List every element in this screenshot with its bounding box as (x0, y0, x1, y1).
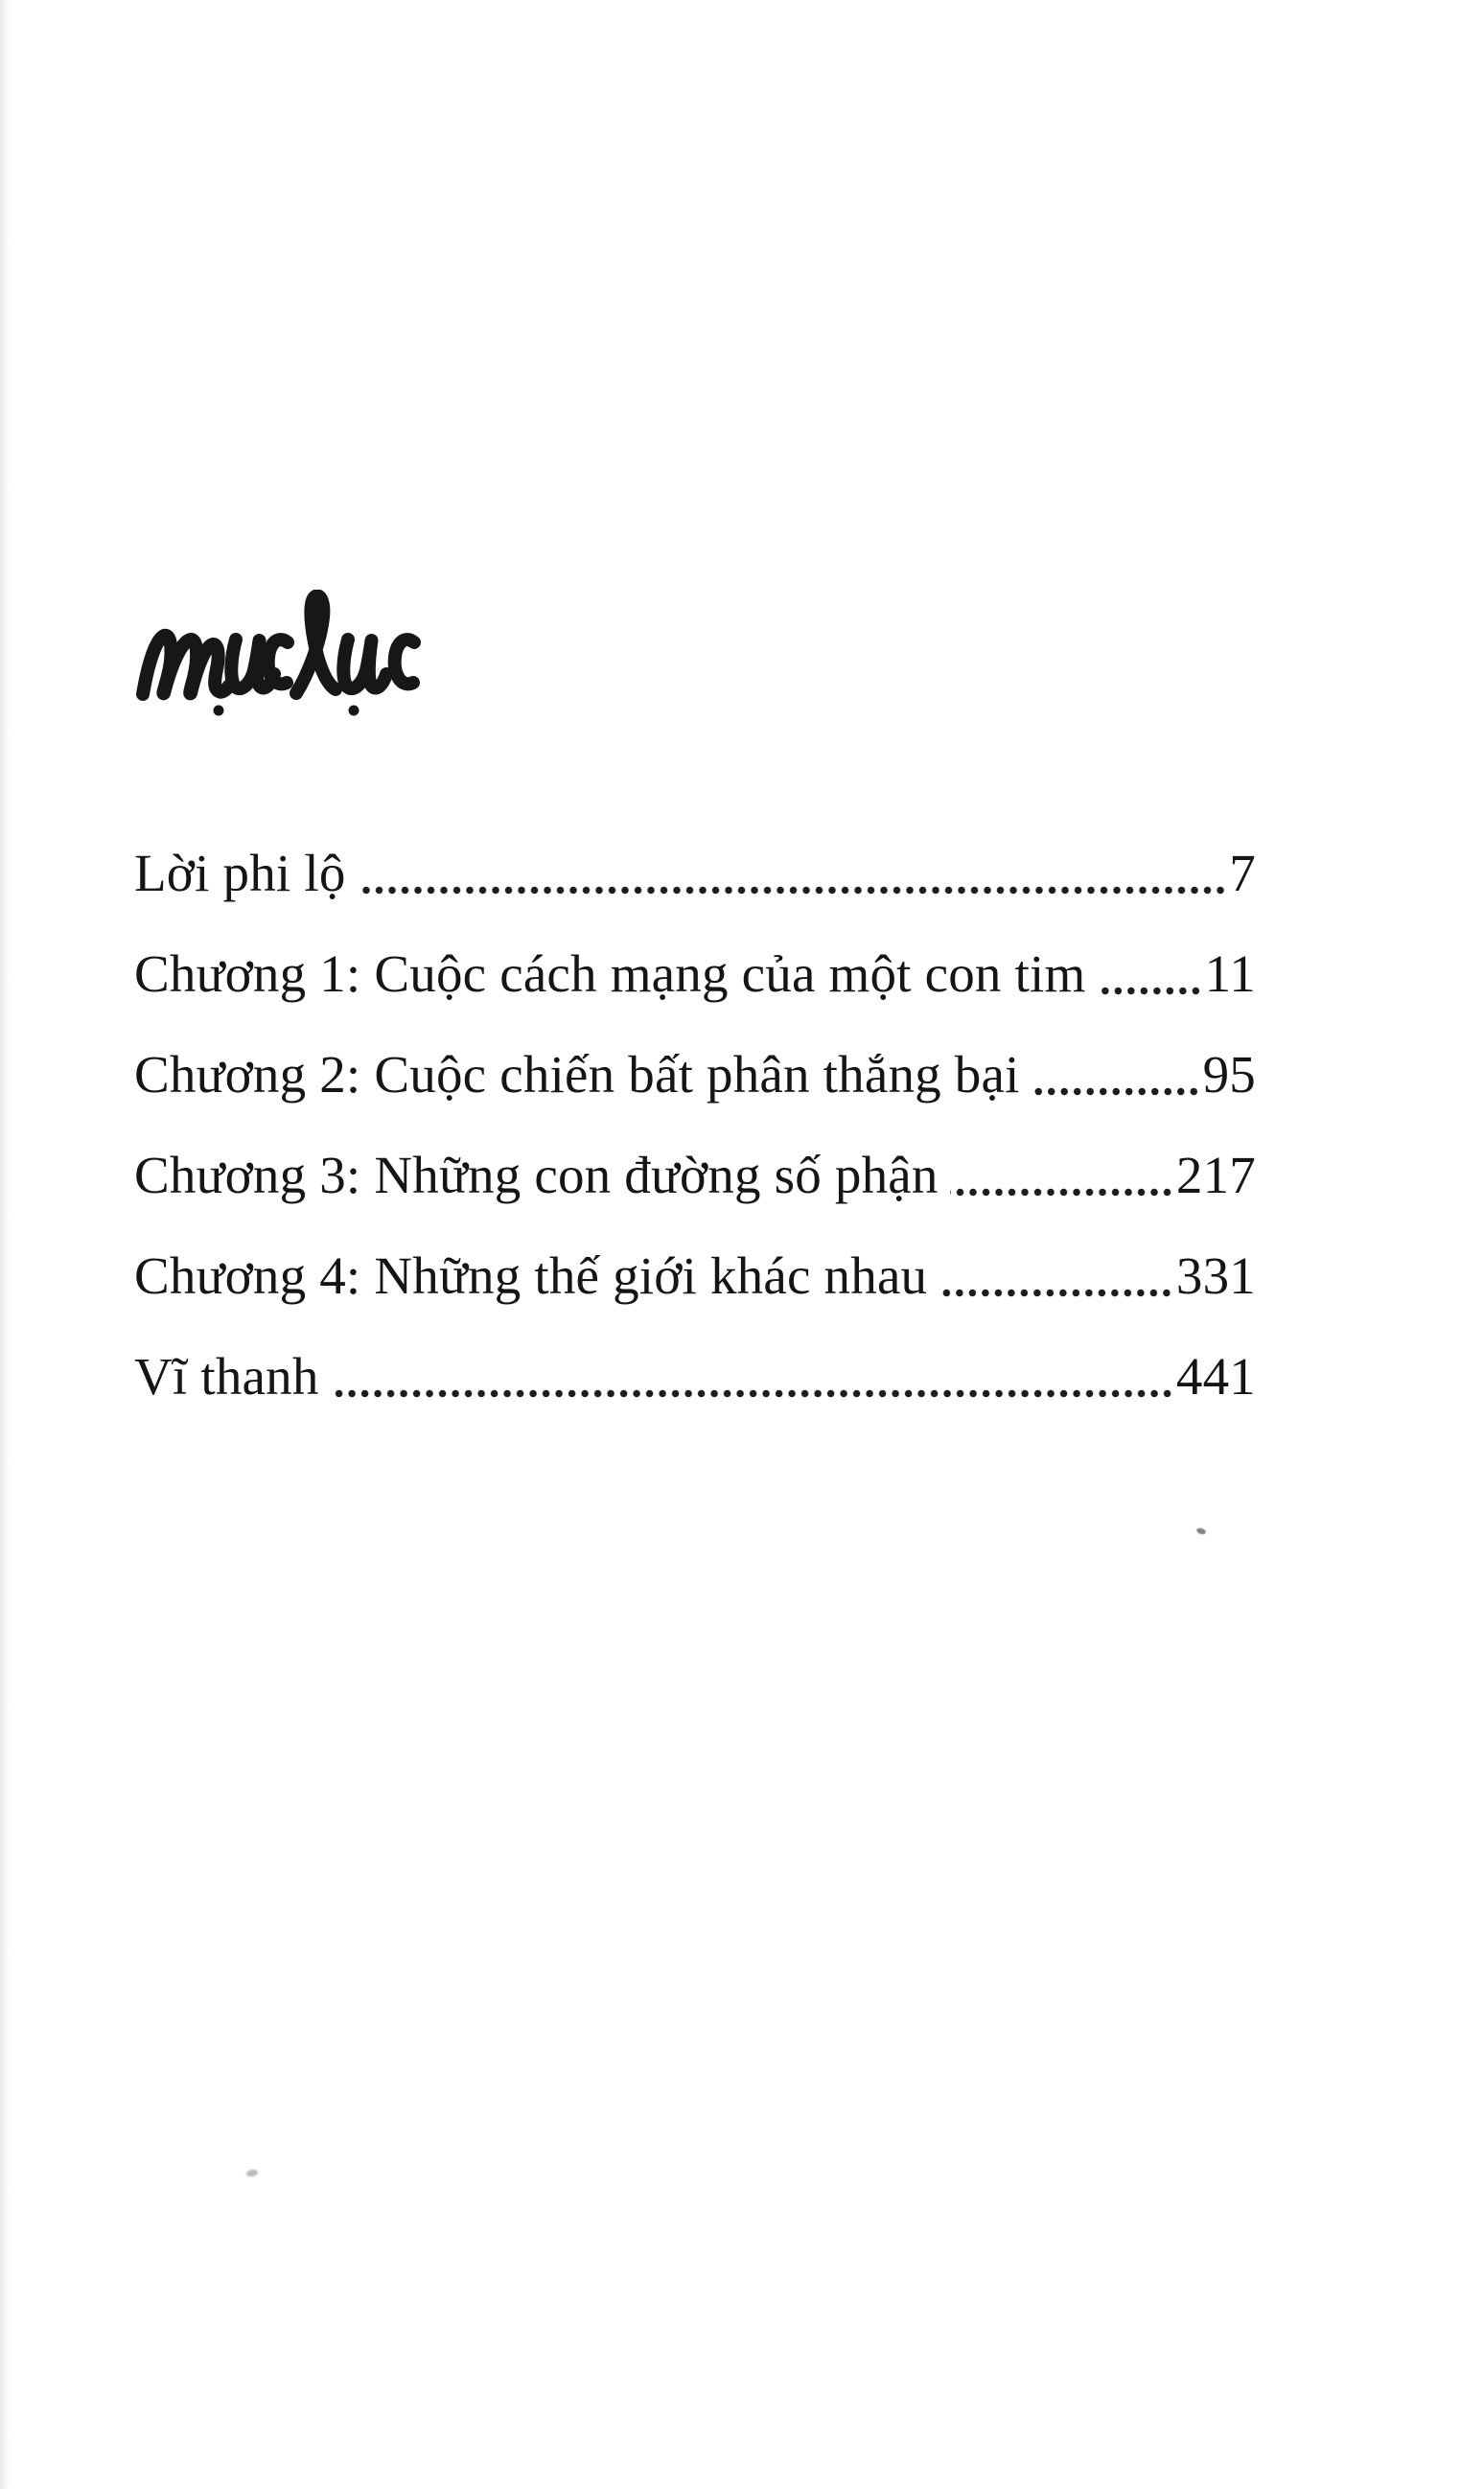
toc-list (134, 823, 1256, 1427)
toc-entry (134, 823, 1256, 923)
scan-speck (245, 2169, 258, 2177)
dotted-leader (1098, 987, 1202, 995)
scan-edge-shadow (0, 0, 10, 2489)
toc-entry-page-number: 95 (1202, 1045, 1256, 1104)
toc-entry-page-number: 7 (1229, 844, 1256, 902)
toc-entry-page-number: 331 (1175, 1246, 1256, 1305)
toc-entry-label: Chương 1: Cuộc cách mạng của một con tim (134, 944, 1086, 1003)
toc-entry-label: Chương 2: Cuộc chiến bất phân thắng bại (134, 1045, 1020, 1104)
dotted-leader (939, 1289, 1173, 1297)
dotted-leader (950, 1188, 1173, 1197)
dotted-leader (1032, 1087, 1200, 1096)
scan-speck (1195, 1527, 1206, 1536)
script-title-drawing (134, 590, 422, 724)
dotted-leader (358, 886, 1227, 895)
toc-entry-label: Vĩ thanh (134, 1347, 319, 1406)
toc-entry-page-number: 11 (1204, 944, 1256, 1003)
page-title-text (134, 724, 135, 725)
toc-entry-page-number: 217 (1175, 1146, 1256, 1204)
toc-entry-label: Chương 3: Những con đường số phận (134, 1146, 939, 1204)
toc-entry (134, 923, 1256, 1024)
dotted-leader (331, 1389, 1173, 1398)
page-title (134, 590, 422, 724)
toc-entry (134, 1024, 1256, 1125)
toc-entry (134, 1125, 1256, 1225)
toc-entry-page-number: 441 (1175, 1347, 1256, 1406)
toc-entry (134, 1326, 1256, 1427)
toc-entry (134, 1225, 1256, 1326)
toc-entry-label: Chương 4: Những thế giới khác nhau (134, 1246, 928, 1305)
toc-entry-label: Lời phi lộ (134, 844, 346, 902)
